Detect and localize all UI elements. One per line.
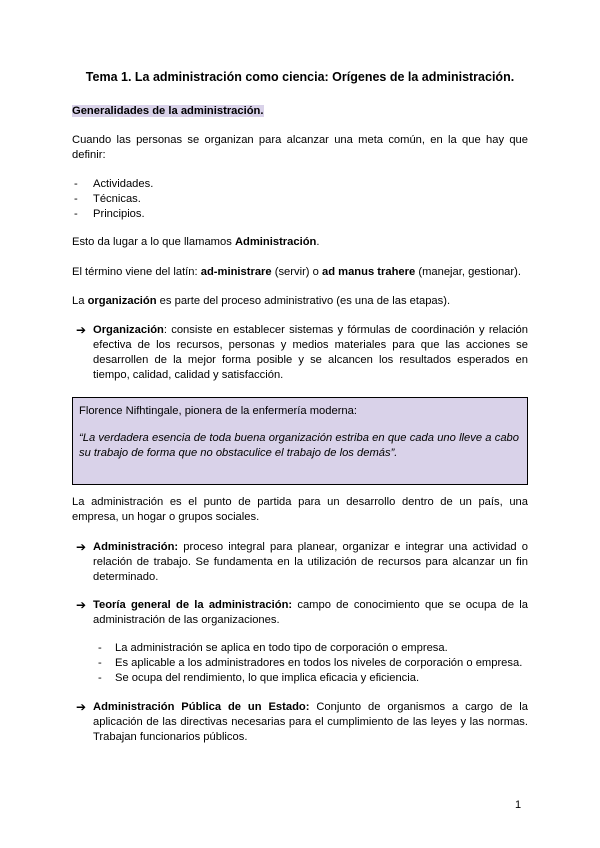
list-item-text: Técnicas.: [93, 193, 141, 205]
list-item: [72, 207, 153, 222]
text-run: (servir) o: [271, 266, 322, 278]
definition-term: Administración Pública de un Estado:: [93, 701, 310, 713]
bold-term: ad-ministrare: [200, 266, 272, 278]
list-item-text: Se ocupa del rendimiento, lo que implica eficacia y eficiencia.: [115, 672, 420, 684]
list-dash: -: [98, 672, 102, 684]
quote-box: [72, 397, 528, 485]
definition-organizacion: [76, 323, 528, 383]
list-dash: -: [74, 193, 78, 205]
definition-term: Organización: [93, 324, 164, 336]
bold-term: organización: [87, 295, 157, 307]
definition-text: : consiste en establecer sistemas y fórmulas de coordinación y relación efectiva de los recursos, personas y medios materiales para que las acciones se desarrollen de la mejor forma posible y se alcancen los resultados esperados en tiempo, calidad, calidad y satisfacción.: [93, 324, 528, 381]
definition-administracion-publica: [76, 700, 528, 745]
teoria-list: [96, 641, 528, 686]
quote-author: Florence Nifhtingale, pionera de la enfermería moderna:: [79, 405, 357, 417]
list-item-text: La administración se aplica en todo tipo de corporación o empresa.: [115, 642, 448, 654]
arrow-right-icon: ➔: [76, 700, 87, 714]
list-item-text: Es aplicable a los administradores en todos los niveles de corporación o empresa.: [115, 657, 523, 669]
text-run: es parte del proceso administrativo (es una de las etapas).: [156, 295, 451, 307]
page-title: Tema 1. La administración como ciencia: Orígenes de la administración.: [85, 70, 515, 84]
text-run: .: [316, 236, 320, 248]
list-dash: -: [98, 657, 102, 669]
list-item-text: Actividades.: [93, 178, 154, 190]
admin-paragraph: [72, 235, 528, 250]
organization-paragraph: [72, 294, 528, 309]
definition-text: Conjunto de organismos a cargo de la aplicación de las directivas necesarias para el cumplimiento de las leyes y las normas. Trabajan funcionarios públicos.: [93, 701, 528, 743]
definition-teoria: [76, 598, 528, 628]
section-heading: Generalidades de la administración.: [72, 105, 264, 117]
list-item: [96, 641, 528, 656]
intro-paragraph: Cuando las personas se organizan para alcanzar una meta común, en la que hay que definir:: [72, 134, 528, 161]
list-item: [72, 192, 153, 207]
text-run: La: [72, 295, 88, 307]
definition-text: campo de conocimiento que se ocupa de la administración de las organizaciones.: [93, 599, 528, 626]
list-dash: -: [98, 642, 102, 654]
definition-text: proceso integral para planear, organizar e integrar una actividad o relación de trabajo. Se fundamenta en la utilización de recursos para alcanzar un fin determinado.: [93, 541, 528, 583]
list-item-text: Principios.: [93, 208, 145, 220]
definition-term: Teoría general de la administración:: [93, 599, 293, 611]
list-dash: -: [74, 208, 78, 220]
section-heading-wrap: [72, 104, 528, 119]
latin-paragraph: [72, 265, 528, 280]
text-run: (manejar, gestionar).: [415, 266, 521, 278]
bold-term: Administración: [234, 236, 317, 248]
quote-text: “La verdadera esencia de toda buena organización estriba en que cada uno lleve a cabo su trabajo de forma que no obstaculice el trabajo de los demás”.: [79, 432, 519, 459]
list-item: [72, 177, 153, 192]
bold-term: ad manus trahere: [321, 266, 416, 278]
arrow-right-icon: ➔: [76, 598, 87, 612]
list-item: [96, 671, 528, 686]
admin-development-paragraph: La administración es el punto de partida para un desarrollo dentro de un país, una empresa, un hogar o grupos sociales.: [72, 496, 528, 523]
arrow-right-icon: ➔: [76, 540, 87, 554]
text-run: Esto da lugar a lo que llamamos: [72, 236, 235, 248]
page-number: 1: [515, 799, 522, 811]
definition-administracion: [76, 540, 528, 585]
definition-term: Administración:: [93, 541, 179, 553]
list-dash: -: [74, 178, 78, 190]
list-item: [96, 656, 528, 671]
text-run: El término viene del latín:: [72, 266, 201, 278]
intro-list: [72, 177, 153, 222]
arrow-right-icon: ➔: [76, 323, 87, 337]
